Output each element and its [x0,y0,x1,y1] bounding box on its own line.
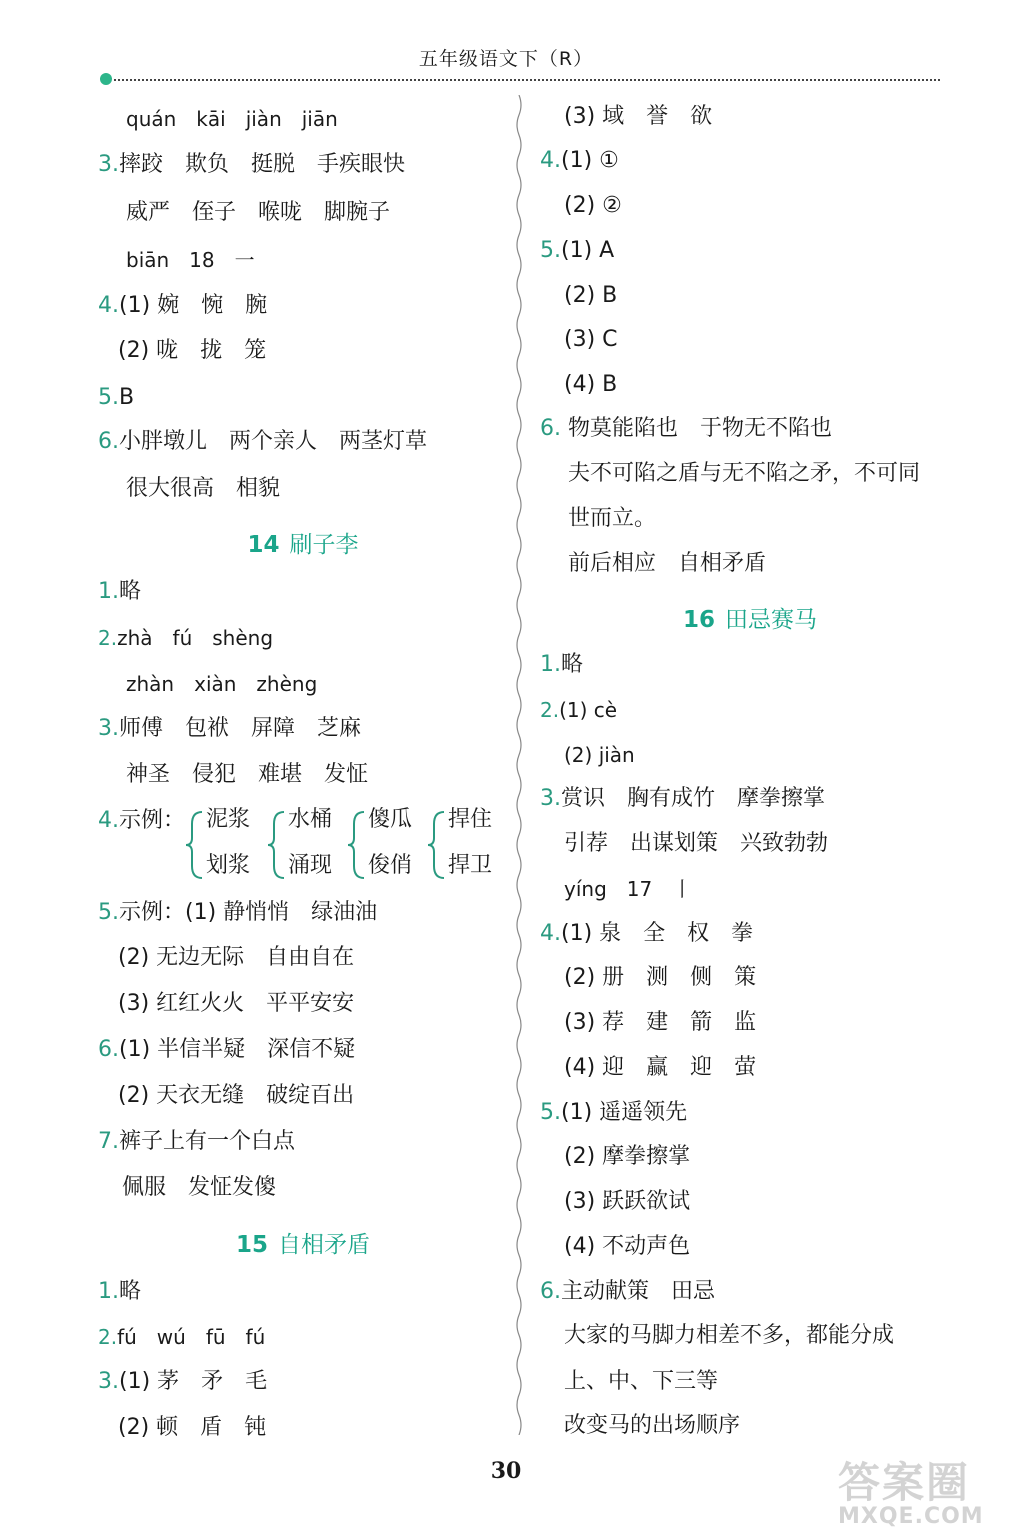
answer-line [98,714,361,744]
answer-line: (3) 荐 建 箭 监 [564,1010,757,1035]
answer-line: (2) 天衣无缝 破绽百出 [118,1083,355,1108]
item-number: 6. [98,429,119,454]
answer-text: 裤子上有一个白点 [119,1129,296,1154]
answer-text: 物莫能陷也 于物无不陷也 [568,416,833,441]
page-number: 30 [490,1458,522,1484]
answer-line [540,650,583,680]
item-number: 2. [98,626,118,650]
answer-line [540,414,832,444]
header-rule [114,79,940,81]
answer-line: (3) 红红火火 平平安安 [118,991,355,1016]
answer-line: zhàn xiàn zhèng [126,672,318,696]
word-pair-top: 水桶 [288,807,333,832]
brace-icon [346,810,368,880]
item-number: 2. [98,1325,118,1349]
answer-text: 主动献策 田忌 [561,1279,716,1304]
item-number: 3. [540,786,561,811]
item-number: 3. [98,152,119,177]
answer-line: (2) 册 测 侧 策 [564,965,757,990]
answer-line: 神圣 侵犯 难堪 发怔 [126,762,369,787]
answer-text: (1) A [561,238,615,263]
item-number: 4. [540,148,561,173]
brace-icon [184,810,206,880]
item-number: 6. [540,1279,561,1304]
answer-line: (4) 不动声色 [564,1234,691,1259]
answer-text: (1) 泉 全 权 拳 [561,921,754,946]
answer-line: (2) 摩拳擦掌 [564,1144,691,1169]
item-number: 5. [98,385,119,410]
word-pair-bottom: 捍卫 [448,853,493,878]
word-pair-top: 捍住 [448,807,493,832]
item-number: 5. [540,1100,561,1125]
section-heading-15 [98,1229,508,1261]
item-number: 4. [98,293,119,318]
answer-line [98,623,273,653]
word-pair-top: 傻瓜 [368,807,413,832]
answer-line: biān 18 一 [126,248,255,272]
answer-line [98,1367,267,1397]
header-title: 五年级语文下（R） [418,48,594,70]
answer-line [98,291,267,321]
answer-line: 大家的马脚力相差不多，都能分成 [564,1323,895,1348]
answer-line: (4) B [564,372,618,397]
answer-text: B [119,385,135,410]
item-number: 2. [540,698,560,722]
section-title: 刷子李 [289,532,359,558]
answer-text: fú wú fū fú [117,1325,266,1349]
answer-text: (1) 遥遥领先 [561,1100,688,1125]
watermark-logo [838,1450,1008,1530]
answer-line [98,806,185,836]
brace-icon [266,810,288,880]
answer-line [540,236,614,266]
item-number: 1. [98,1279,119,1304]
watermark-text: 答案圈 [838,1458,971,1507]
answer-text: 摔跤 欺负 挺脱 手疾眼快 [119,152,406,177]
answer-line [98,577,141,607]
answer-line: 上、中、下三等 [564,1369,719,1394]
item-number: 5. [98,900,119,925]
answer-text: (1) 茅 矛 毛 [119,1369,268,1394]
answer-line: 夫不可陷之盾与无不陷之矛，不可同 [568,461,921,486]
answer-text: (1) ① [561,148,619,173]
answer-line [98,427,427,457]
answer-line [98,1322,265,1352]
item-number: 3. [98,1369,119,1394]
section-number: 14 [247,532,280,558]
answer-line: (4) 迎 赢 迎 萤 [564,1055,757,1080]
answer-text: 略 [119,579,142,604]
item-number: 6. [98,1037,119,1062]
header-dot [100,73,112,85]
answer-line: yíng 17 丨 [564,877,693,901]
answer-text: zhà fú shèng [117,626,274,650]
word-pair-bottom: 俊俏 [368,853,413,878]
answer-line: 很大很高 相貌 [126,476,281,501]
word-pair-bottom: 划浆 [206,853,251,878]
item-number: 3. [98,716,119,741]
answer-line: 引荐 出谋划策 兴致勃勃 [564,831,829,856]
column-divider [514,95,524,1435]
item-number: 7. [98,1129,119,1154]
item-number: 5. [540,238,561,263]
watermark-domain: MXQE.COM [838,1504,984,1529]
answer-line: 前后相应 自相矛盾 [568,551,767,576]
answer-line [98,898,377,928]
brace-icon [426,810,448,880]
answer-text: 略 [119,1279,142,1304]
answer-line [98,383,134,413]
answer-line [540,146,619,176]
answer-line [540,1277,715,1307]
section-heading-14 [98,529,508,561]
answer-text: (1) 半信半疑 深信不疑 [119,1037,356,1062]
answer-text: (1) cè [559,698,618,722]
answer-text: 略 [561,652,584,677]
item-number: 1. [98,579,119,604]
answer-line: 世而立。 [568,506,657,531]
answer-line: (3) 域 誉 欲 [564,104,713,129]
word-pair-top: 泥浆 [206,807,251,832]
answer-text: (1) 婉 惋 腕 [119,293,268,318]
answer-line: (3) 跃跃欲试 [564,1189,691,1214]
answer-line: (2) B [564,283,618,308]
answer-line: quán kāi jiàn jiān [126,107,338,131]
answer-line [540,784,825,814]
answer-line: (3) C [564,327,618,352]
answer-line: (2) ② [564,193,622,218]
answer-line [540,919,753,949]
section-title: 田忌赛马 [725,607,817,633]
answer-line [98,1127,295,1157]
answer-line: (2) 咙 拢 笼 [118,338,267,363]
answer-text: 赏识 胸有成竹 摩拳擦掌 [561,786,826,811]
example-label: 示例： [119,808,186,833]
item-number: 1. [540,652,561,677]
section-title: 自相矛盾 [278,1232,370,1258]
word-pair-bottom: 涌现 [288,853,333,878]
section-heading-16 [540,604,960,636]
answer-line: 威严 侄子 喉咙 脚腕子 [126,200,391,225]
answer-line [540,1098,687,1128]
answer-line [540,695,617,725]
item-number: 6. [540,416,561,441]
answer-line: (2) jiàn [564,743,635,767]
section-number: 15 [235,1232,268,1258]
answer-text: 示例：(1) 静悄悄 绿油油 [119,900,378,925]
answer-line: (2) 顿 盾 钝 [118,1415,267,1440]
answer-line [98,1035,355,1065]
answer-line [98,150,405,180]
answer-line: 佩服 发怔发傻 [122,1175,277,1200]
answer-line: (2) 无边无际 自由自在 [118,945,355,970]
answer-text: 小胖墩儿 两个亲人 两茎灯草 [119,429,428,454]
answer-line: 改变马的出场顺序 [564,1413,741,1438]
section-number: 16 [682,607,715,633]
item-number: 4. [98,808,119,833]
item-number: 4. [540,921,561,946]
answer-line [98,1277,141,1307]
answer-text: 师傅 包袱 屏障 芝麻 [119,716,362,741]
